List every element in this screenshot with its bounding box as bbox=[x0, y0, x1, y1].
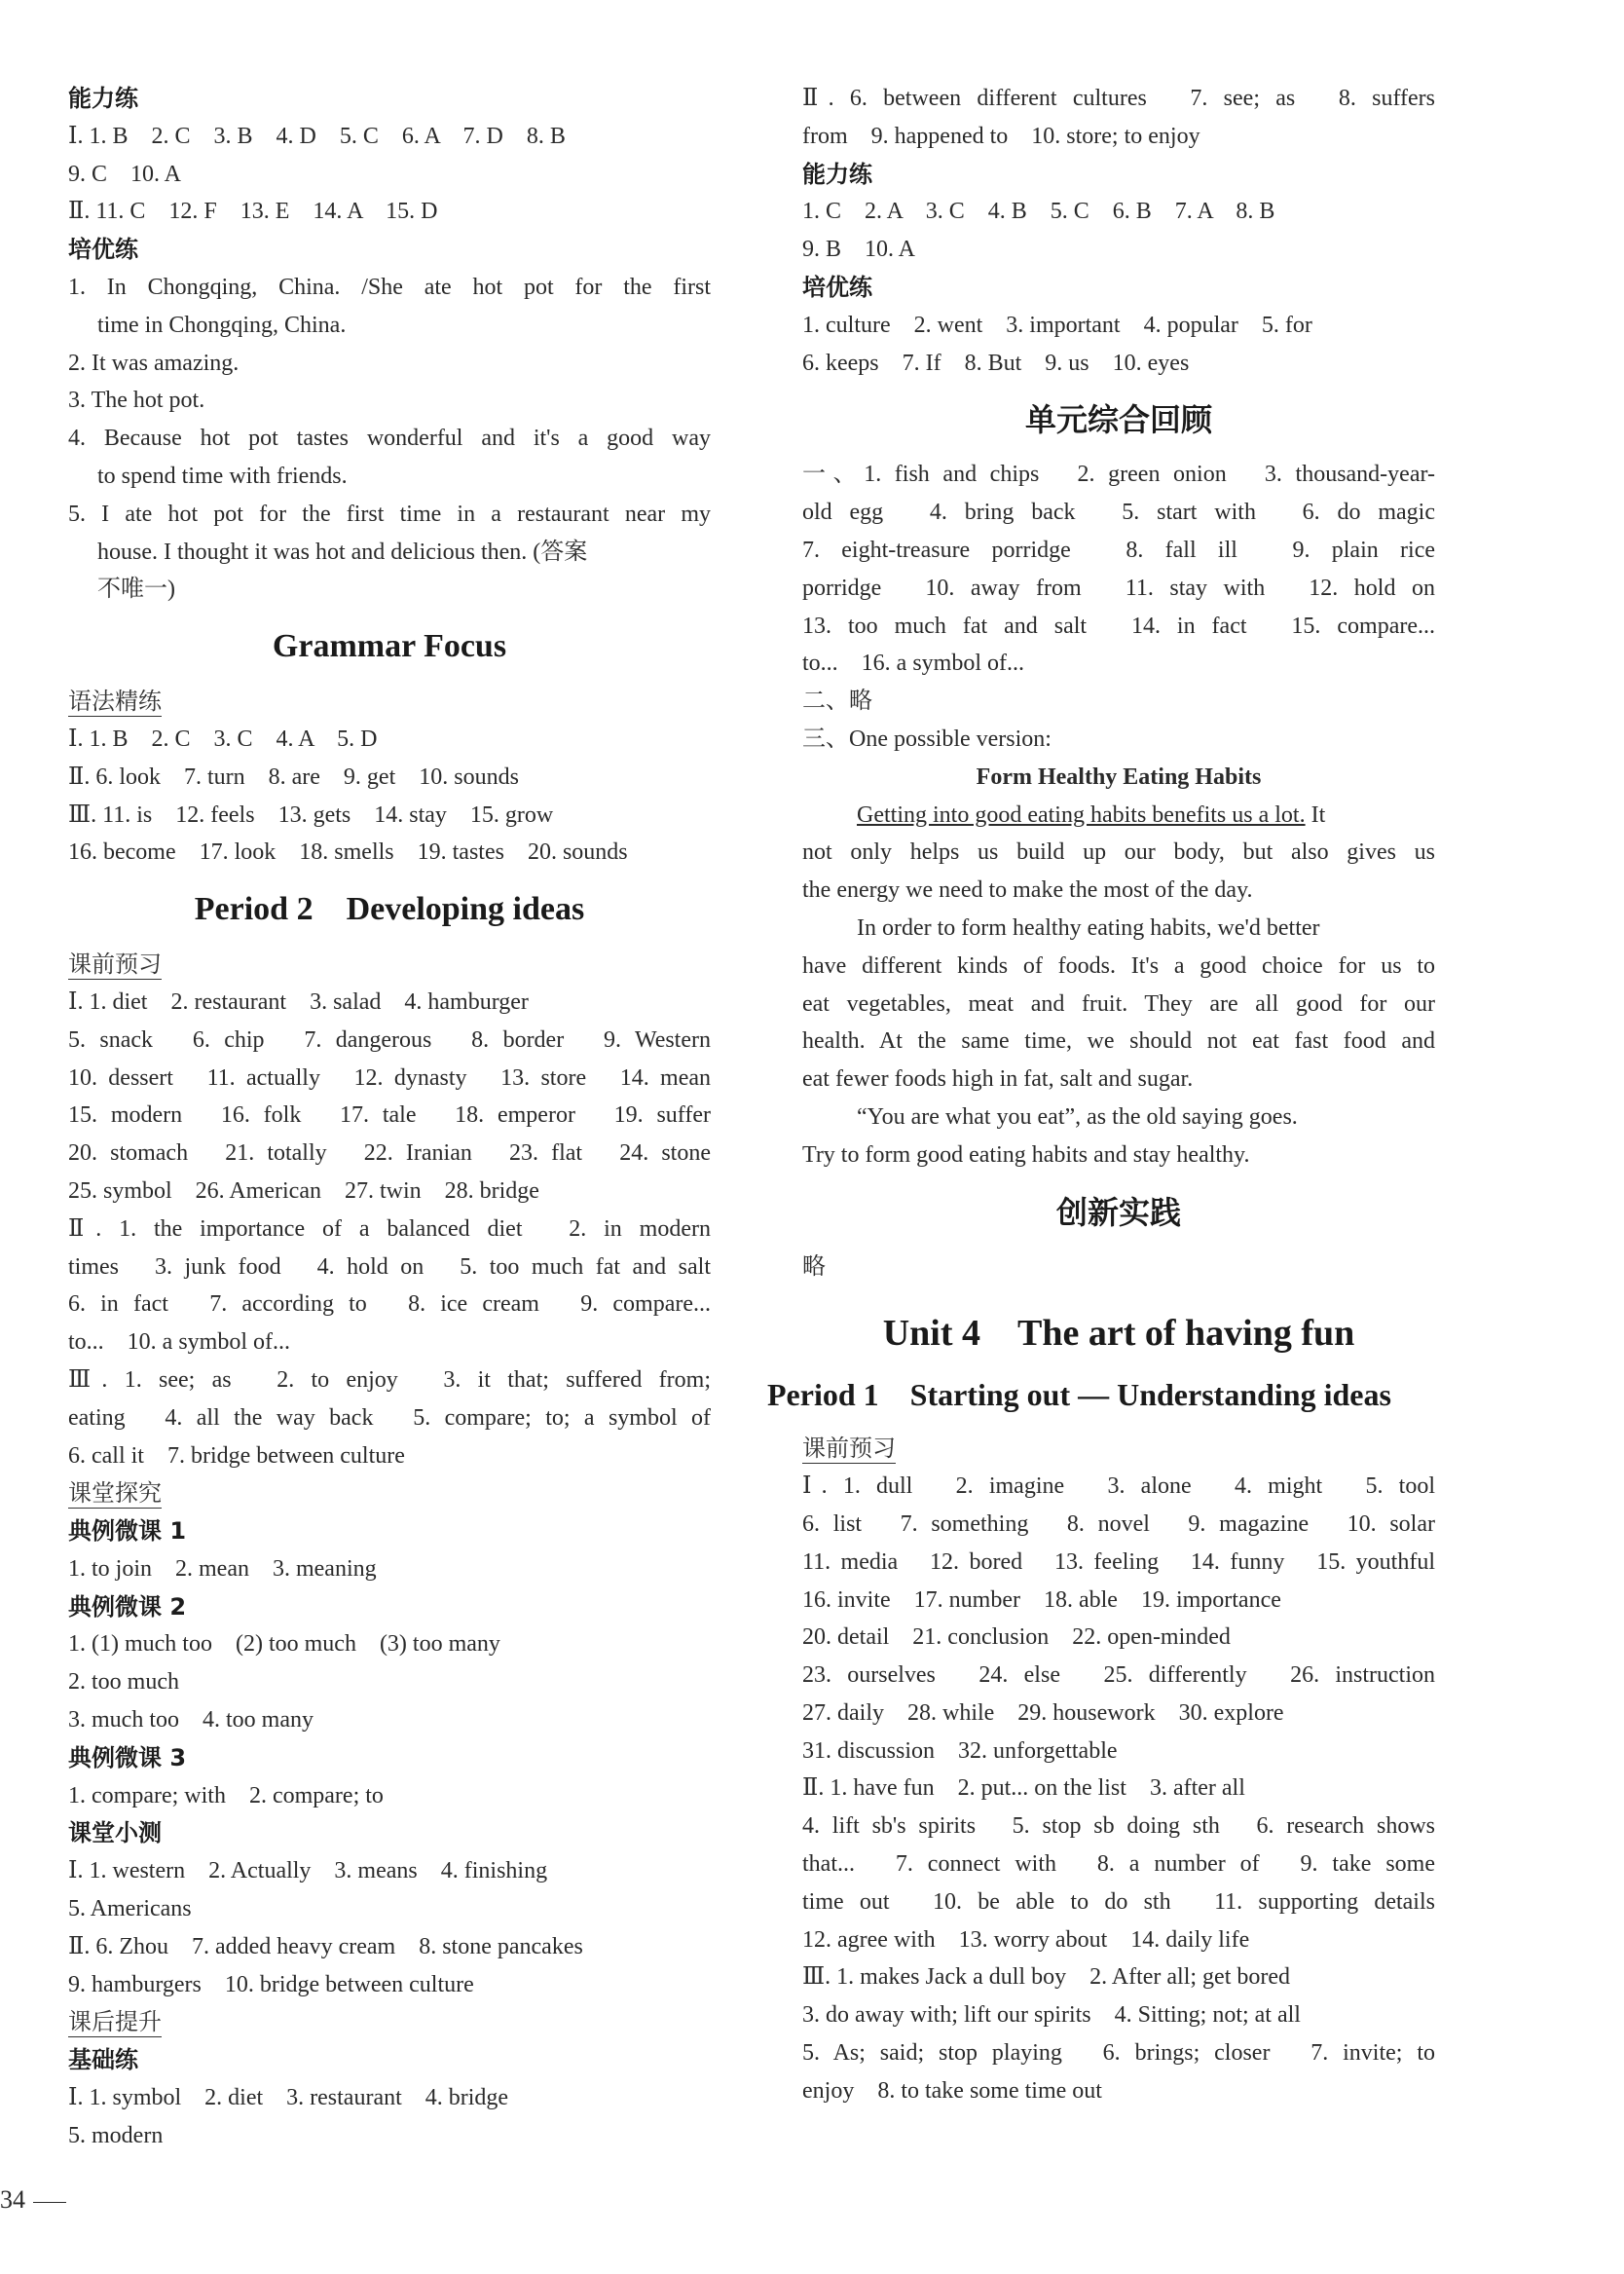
section-label-nengli: 能力练 bbox=[68, 85, 138, 112]
answer-line: Ⅱ. 6. between different cultures 7. see; as 8. suffers bbox=[802, 86, 1435, 111]
answer-line: Ⅱ. 11. C 12. F 13. E 14. A 15. D bbox=[68, 199, 438, 225]
right-column bbox=[767, 80, 1435, 2110]
answer-line: Ⅲ. 11. is 12. feels 13. gets 14. stay 15. grow bbox=[68, 801, 554, 828]
answer-line: Ⅱ. 6. Zhou 7. added heavy cream 8. stone pancakes bbox=[68, 1933, 583, 1959]
answer-line: 5. As; said; stop playing 6. brings; closer 7. invite; to bbox=[802, 2040, 1435, 2067]
essay-line bbox=[802, 797, 1435, 835]
section-label-xiaoce: 课堂小测 bbox=[68, 1819, 162, 1847]
answer-line: 5. I ate hot pot for the first time in a restaurant near my bbox=[68, 501, 711, 527]
section-label-dianli-1: 典例微课 1 bbox=[68, 1517, 187, 1546]
answer-line: 1. C 2. A 3. C 4. B 5. C 6. B 7. A 8. B bbox=[802, 199, 1275, 225]
heading-period-1: Period 1 Starting out — Understanding ideas bbox=[767, 1377, 1391, 1413]
answer-line: 5. snack 6. chip 7. dangerous 8. border 9. Western bbox=[68, 1026, 711, 1053]
essay-line: health. At the same time, we should not eat fast food and bbox=[802, 1028, 1435, 1055]
answer-line: Ⅲ. 1. makes Jack a dull boy 2. After all; get bored bbox=[802, 1964, 1291, 1991]
answer-line: 4. Because hot pot tastes wonderful and it's a good way bbox=[68, 426, 711, 452]
answer-line: 15. modern 16. folk 17. tale 18. emperor 19. suffer bbox=[68, 1102, 711, 1129]
answer-line: 3. The hot pot. bbox=[68, 388, 205, 414]
answer-line: 9. hamburgers 10. bridge between culture bbox=[68, 1971, 474, 1997]
answer-line: 11. media 12. bored 13. feeling 14. funny 15. youthful bbox=[802, 1548, 1435, 1575]
essay-title: Form Healthy Eating Habits bbox=[976, 764, 1262, 790]
essay-line: eat fewer foods high in fat, salt and sugar. bbox=[802, 1066, 1194, 1093]
answer-line: 16. invite 17. number 18. able 19. importance bbox=[802, 1586, 1281, 1613]
section-label-nengli: 能力练 bbox=[802, 160, 872, 188]
answer-line: house. I thought it was hot and delicious then. (答案 bbox=[97, 539, 588, 565]
answer-line: 4. lift sb's spirits 5. stop sb doing sth 6. research shows bbox=[802, 1813, 1435, 1840]
answer-line: eating 4. all the way back 5. compare; to; a symbol of bbox=[68, 1404, 711, 1431]
answer-line: 6. keeps 7. If 8. But 9. us 10. eyes bbox=[802, 350, 1190, 376]
answer-line: 3. much too 4. too many bbox=[68, 1707, 314, 1733]
answer-line: 三、One possible version: bbox=[802, 726, 1052, 752]
answer-line: Ⅲ. 1. see; as 2. to enjoy 3. it that; suffered from; bbox=[68, 1366, 711, 1393]
essay-topic-sentence: Getting into good eating habits benefits us a lot. bbox=[857, 801, 1306, 828]
heading-unit-4: Unit 4 The art of having fun bbox=[882, 1313, 1355, 1355]
essay-line: eat vegetables, meat and fruit. They are all good for our bbox=[802, 990, 1435, 1017]
essay-line: In order to form healthy eating habits, we'd better bbox=[857, 914, 1320, 941]
answer-line: Ⅰ. 1. dull 2. imagine 3. alone 4. might 5. tool bbox=[802, 1473, 1435, 1500]
answer-line: that... 7. connect with 8. a number of 9. take some bbox=[802, 1851, 1435, 1878]
left-column bbox=[68, 80, 711, 2155]
answer-line: 13. too much fat and salt 14. in fact 15. compare... bbox=[802, 613, 1435, 639]
answer-line: old egg 4. bring back 5. start with 6. do magic bbox=[802, 500, 1435, 526]
answer-line: 1. (1) much too (2) too much (3) too many bbox=[68, 1631, 500, 1658]
answer-line: 二、略 bbox=[802, 689, 872, 715]
answer-line: 10. dessert 11. actually 12. dynasty 13. store 14. mean bbox=[68, 1064, 711, 1091]
essay-line: not only helps us build up our body, but also gives us bbox=[802, 839, 1435, 866]
answer-line: 1. In Chongqing, China. /She ate hot pot for the first bbox=[68, 274, 711, 300]
answer-line: Ⅱ. 1. the importance of a balanced diet 2. in modern bbox=[68, 1215, 711, 1242]
answer-line: 27. daily 28. while 29. housework 30. explore bbox=[802, 1699, 1284, 1726]
answer-line: 略 bbox=[802, 1253, 826, 1280]
essay-line: have different kinds of foods. It's a good choice for us to bbox=[802, 952, 1435, 979]
answer-line: 12. agree with 13. worry about 14. daily life bbox=[802, 1926, 1250, 1953]
answer-line: enjoy 8. to take some time out bbox=[802, 2077, 1102, 2104]
section-label-kehou: 课后提升 bbox=[68, 2008, 162, 2036]
answer-line: times 3. junk food 4. hold on 5. too much fat and salt bbox=[68, 1253, 711, 1280]
answer-line: 7. eight-treasure porridge 8. fall ill 9. plain rice bbox=[802, 537, 1435, 563]
answer-line: from 9. happened to 10. store; to enjoy bbox=[802, 123, 1200, 149]
answer-line: Ⅱ. 1. have fun 2. put... on the list 3. after all bbox=[802, 1775, 1245, 1802]
page-number: 34 bbox=[0, 2185, 66, 2215]
answer-line: 不唯一) bbox=[97, 577, 175, 603]
answer-line: Ⅱ. 6. look 7. turn 8. are 9. get 10. sounds bbox=[68, 764, 519, 790]
answer-line: porridge 10. away from 11. stay with 12. hold on bbox=[802, 575, 1435, 601]
answer-line: Ⅰ. 1. diet 2. restaurant 3. salad 4. hamburger bbox=[68, 988, 529, 1015]
answer-line: Ⅰ. 1. B 2. C 3. C 4. A 5. D bbox=[68, 726, 378, 752]
answer-line: 31. discussion 32. unforgettable bbox=[802, 1737, 1118, 1764]
essay-line: “You are what you eat”, as the old saying goes. bbox=[857, 1103, 1298, 1130]
answer-line: 5. modern bbox=[68, 2122, 164, 2148]
section-label-dianli-3: 典例微课 3 bbox=[68, 1743, 187, 1771]
answer-line: 3. do away with; lift our spirits 4. Sitting; not; at all bbox=[802, 2002, 1301, 2029]
answer-line: 5. Americans bbox=[68, 1896, 192, 1922]
section-label-keqian: 课前预习 bbox=[68, 951, 162, 979]
answer-line: 6. in fact 7. according to 8. ice cream 9. compare... bbox=[68, 1291, 711, 1318]
answer-line: 9. C 10. A bbox=[68, 161, 182, 187]
answer-line: 20. stomach 21. totally 22. Iranian 23. flat 24. stone bbox=[68, 1140, 711, 1167]
heading-unit-review: 单元综合回顾 bbox=[1024, 401, 1212, 439]
heading-innovation: 创新实践 bbox=[1055, 1193, 1181, 1231]
section-label-yufa: 语法精练 bbox=[68, 688, 162, 716]
answer-line: to... 16. a symbol of... bbox=[802, 651, 1024, 677]
answer-line: 16. become 17. look 18. smells 19. tastes 20. sounds bbox=[68, 839, 628, 866]
essay-line-tail: It bbox=[1305, 801, 1326, 828]
answer-line: time out 10. be able to do sth 11. supporting details bbox=[802, 1888, 1435, 1915]
answer-line: 9. B 10. A bbox=[802, 237, 916, 263]
answer-line: 1. compare; with 2. compare; to bbox=[68, 1782, 384, 1808]
answer-line: 25. symbol 26. American 27. twin 28. bridge bbox=[68, 1177, 539, 1204]
answer-line: 6. list 7. something 8. novel 9. magazine 10. solar bbox=[802, 1510, 1435, 1537]
answer-line: time in Chongqing, China. bbox=[97, 312, 347, 338]
answer-line: 20. detail 21. conclusion 22. open-minded bbox=[802, 1624, 1231, 1651]
answer-line: 1. to join 2. mean 3. meaning bbox=[68, 1555, 377, 1582]
section-label-dianli-2: 典例微课 2 bbox=[68, 1592, 187, 1621]
heading-grammar-focus: Grammar Focus bbox=[272, 628, 507, 665]
answer-line: 1. culture 2. went 3. important 4. popular 5. for bbox=[802, 312, 1312, 338]
answer-line: 2. too much bbox=[68, 1669, 179, 1696]
answer-line: 6. call it 7. bridge between culture bbox=[68, 1442, 405, 1469]
section-label-jichu: 基础练 bbox=[68, 2046, 138, 2074]
section-label-peiyou: 培优练 bbox=[68, 236, 138, 264]
section-label-ketang: 课堂探究 bbox=[68, 1479, 162, 1508]
answer-line: Ⅰ. 1. B 2. C 3. B 4. D 5. C 6. A 7. D 8. B bbox=[68, 123, 566, 149]
answer-line: 23. ourselves 24. else 25. differently 26. instruction bbox=[802, 1662, 1435, 1689]
section-label-peiyou: 培优练 bbox=[802, 273, 872, 301]
answer-line: Ⅰ. 1. western 2. Actually 3. means 4. finishing bbox=[68, 1858, 548, 1884]
answer-line: 2. It was amazing. bbox=[68, 350, 240, 376]
answer-line: to spend time with friends. bbox=[97, 463, 348, 489]
page-number-dash bbox=[33, 2202, 66, 2203]
section-label-keqian: 课前预习 bbox=[802, 1435, 896, 1463]
answer-line: to... 10. a symbol of... bbox=[68, 1329, 290, 1356]
essay-line: the energy we need to make the most of the day. bbox=[802, 877, 1253, 904]
essay-line: Try to form good eating habits and stay healthy. bbox=[802, 1141, 1250, 1168]
heading-period-2: Period 2 Developing ideas bbox=[194, 891, 585, 928]
answer-line: 一、1. fish and chips 2. green onion 3. thousand-year- bbox=[802, 462, 1435, 488]
answer-line: Ⅰ. 1. symbol 2. diet 3. restaurant 4. bridge bbox=[68, 2085, 509, 2111]
